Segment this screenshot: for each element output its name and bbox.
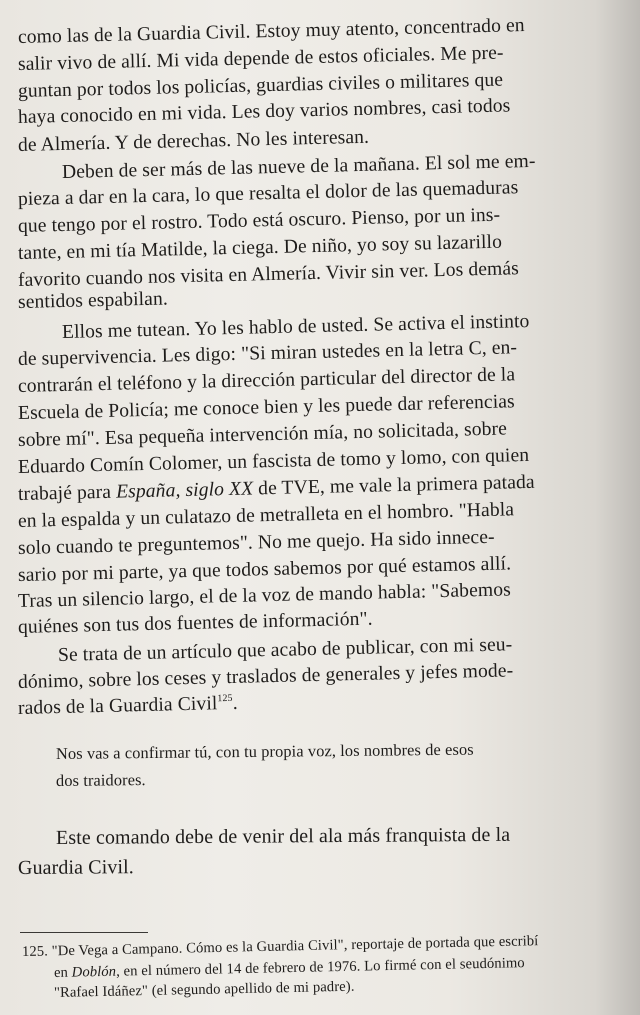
footnote-line: "Rafael Idáñez" (el segundo apellido de mi padre). <box>53 978 355 1001</box>
text-run: de TVE, me vale la primera patada <box>252 471 535 500</box>
italic-title: Doblón <box>71 963 117 981</box>
text-line: salir vivo de allí. Mi vida depende de estos oficiales. Me pre- <box>17 42 504 75</box>
text-line: favorito cuando nos visita en Almería. Vivir sin ver. Los demás <box>17 258 520 291</box>
paragraph-first-line: Se trata de un artículo que acabo de publicar, con mi seu- <box>57 634 513 666</box>
text-run: en <box>53 964 72 981</box>
quote-line: dos traidores. <box>55 770 146 790</box>
period: . <box>232 692 238 714</box>
text-line: contrarán el teléfono y la dirección particular del director de la <box>17 364 516 397</box>
paragraph-first-line: Deben de ser más de las nueve de la mañana. El sol me em- <box>61 150 536 183</box>
text-line: haya conocido en mi vida. Les doy varios nombres, casi todos <box>17 95 511 128</box>
text-line <box>18 694 238 719</box>
text-line: pieza a dar en la cara, lo que resalta el dolor de las quemaduras <box>17 177 519 210</box>
text-line: sentidos espabilan. <box>17 288 169 313</box>
paragraph-first-line: Este comando debe de venir del ala más franquista de la <box>55 823 511 849</box>
text-run: , en el número del 14 de febrero de 1976. Lo firmé con el seudónimo <box>115 955 525 980</box>
italic-title: España, siglo XX <box>115 478 254 503</box>
text-line: tante, en mi tía Matilde, la ciega. De niño, yo soy su lazarillo <box>17 231 503 264</box>
text-line: Eduardo Comín Colomer, un fascista de tomo y lomo, con quien <box>17 444 530 478</box>
text-line: Tras un silencio largo, el de la voz de mando habla: "Sabemos <box>17 579 512 612</box>
footnote-line: 125. "De Vega a Campano. Cómo es la Guardia Civil", reportaje de portada que escribí <box>21 933 539 960</box>
text-line: guntan por todos los policías, guardias civiles o militares que <box>17 69 504 102</box>
footnote-line <box>54 956 525 980</box>
text-line: de Almería. Y de derechas. No les interesan. <box>17 126 370 156</box>
text-run: rados de la Guardia Civil <box>17 693 218 719</box>
text-line: como las de la Guardia Civil. Estoy muy atento, concentrado en <box>17 15 525 48</box>
paragraph-first-line: Ellos me tutean. Yo les hablo de usted. Se activa el instinto <box>61 310 530 343</box>
text-line: Escuela de Policía; me conoce bien y les puede dar referencias <box>17 391 516 424</box>
text-line: Guardia Civil. <box>17 856 134 879</box>
text-line: solo cuando te preguntemos". No me quejo. Ha sido innece- <box>17 526 495 559</box>
text-line: sario por mi parte, ya que todos sabemos por qué estamos allí. <box>17 553 512 586</box>
text-line: sobre mí". Esa pequeña intervención mía, no solicitada, sobre <box>17 418 508 451</box>
text-line: en la espalda y un culatazo de metralleta en el hombro. "Habla <box>17 499 515 532</box>
quote-line: Nos vas a confirmar tú, con tu propia voz, los nombres de esos <box>55 739 474 763</box>
text-line: quiénes son tus dos fuentes de información". <box>17 608 373 638</box>
footnote-separator <box>20 932 148 933</box>
text-line: dónimo, sobre los ceses y traslados de generales y jefes mode- <box>17 660 514 693</box>
text-line: que tengo por el rostro. Todo está oscuro. Pienso, por un ins- <box>17 204 501 237</box>
text-run: trabajé para <box>17 481 117 505</box>
text-line: de supervivencia. Les digo: "Si miran ustedes en la letra C, en- <box>17 337 518 370</box>
footnote-reference[interactable]: 125 <box>217 692 233 705</box>
